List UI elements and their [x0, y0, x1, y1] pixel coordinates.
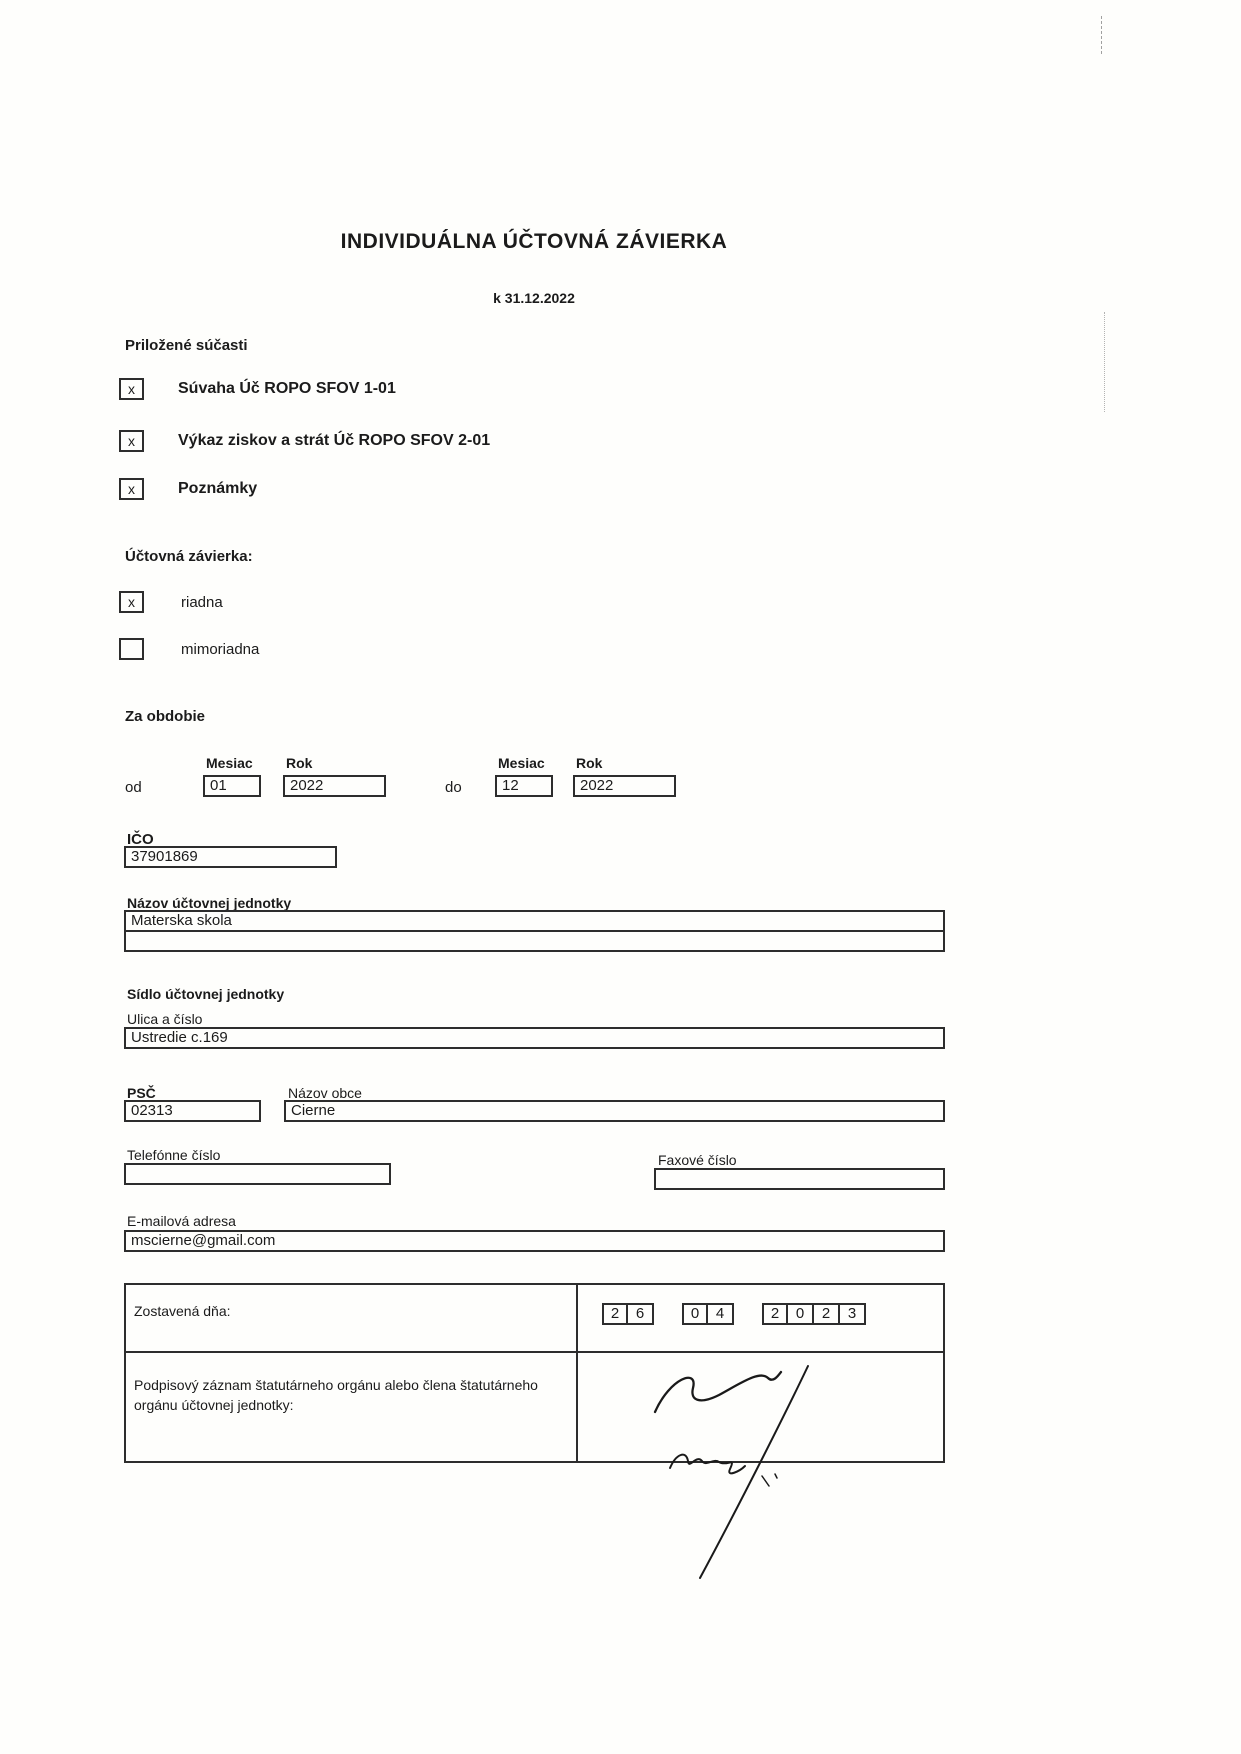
municipality-field: Cierne — [284, 1100, 945, 1122]
from-label: od — [125, 779, 142, 796]
footer-table — [124, 1283, 945, 1463]
closing-type-heading: Účtovná závierka: — [125, 548, 253, 565]
attachments-heading: Priložené súčasti — [125, 337, 248, 354]
month-label: Mesiac — [498, 755, 545, 771]
from-month-field: 01 — [203, 775, 261, 797]
fax-label: Faxové číslo — [658, 1152, 737, 1168]
month-label: Mesiac — [206, 755, 253, 771]
to-month-field: 12 — [495, 775, 553, 797]
digit-cell: 2 — [602, 1303, 628, 1325]
digit-cell: 0 — [788, 1303, 814, 1325]
checkbox-riadna: x — [119, 591, 144, 613]
psc-field: 02313 — [124, 1100, 261, 1122]
table-divider — [126, 1351, 943, 1353]
email-field: mscierne@gmail.com — [124, 1230, 945, 1252]
email-label: E-mailová adresa — [127, 1213, 236, 1229]
checkbox-mimoriadna — [119, 638, 144, 660]
phone-field — [124, 1163, 391, 1185]
ico-label: IČO — [127, 831, 154, 848]
entity-name-label: Názov účtovnej jednotky — [127, 895, 292, 911]
attachment-label: Poznámky — [178, 480, 258, 497]
seat-heading: Sídlo účtovnej jednotky — [127, 986, 285, 1002]
street-field: Ustredie c.169 — [124, 1027, 945, 1049]
digit-cell: 0 — [682, 1303, 708, 1325]
attachment-label: Súvaha Úč ROPO SFOV 1-01 — [178, 380, 396, 397]
digit-cell: 4 — [708, 1303, 734, 1325]
compiled-month-boxes — [682, 1303, 734, 1325]
from-year-field: 2022 — [283, 775, 386, 797]
digit-cell: 6 — [628, 1303, 654, 1325]
entity-name-field-line2 — [124, 930, 945, 952]
phone-label: Telefónne číslo — [127, 1147, 221, 1163]
attachment-label: Výkaz ziskov a strát Úč ROPO SFOV 2-01 — [178, 432, 491, 449]
scan-artifact — [1101, 16, 1102, 54]
fax-field — [654, 1168, 945, 1190]
digit-cell: 2 — [814, 1303, 840, 1325]
digit-cell: 2 — [762, 1303, 788, 1325]
compiled-on-label: Zostavená dňa: — [134, 1303, 231, 1319]
entity-name-field: Materska skola — [124, 910, 945, 932]
year-label: Rok — [576, 755, 603, 771]
signature-label: Podpisový záznam štatutárneho orgánu alebo člena štatutárneho orgánu účtovnej jednotky: — [134, 1377, 538, 1414]
closing-type-label: mimoriadna — [181, 641, 260, 658]
street-label: Ulica a číslo — [127, 1011, 203, 1027]
checkbox-vykaz: x — [119, 430, 144, 452]
compiled-day-boxes — [602, 1303, 654, 1325]
checkbox-suvaha: x — [119, 378, 144, 400]
year-label: Rok — [286, 755, 313, 771]
checkbox-poznamky: x — [119, 478, 144, 500]
psc-label: PSČ — [127, 1085, 156, 1101]
closing-type-label: riadna — [181, 594, 223, 611]
page-subtitle: k 31.12.2022 — [493, 290, 575, 306]
to-year-field: 2022 — [573, 775, 676, 797]
table-divider — [576, 1285, 578, 1461]
ico-field: 37901869 — [124, 846, 337, 868]
digit-cell: 3 — [840, 1303, 866, 1325]
to-label: do — [445, 779, 462, 796]
period-heading: Za obdobie — [125, 708, 205, 725]
compiled-year-boxes — [762, 1303, 866, 1325]
page-title: INDIVIDUÁLNA ÚČTOVNÁ ZÁVIERKA — [340, 230, 728, 253]
scan-artifact — [1104, 312, 1105, 412]
municipality-label: Názov obce — [288, 1085, 362, 1101]
